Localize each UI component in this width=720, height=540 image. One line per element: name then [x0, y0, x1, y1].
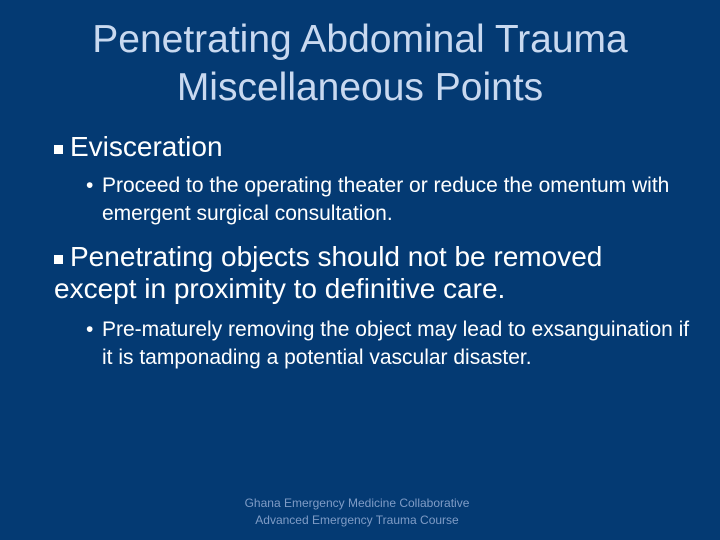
- slide-title-line1: Penetrating Abdominal Trauma: [92, 18, 628, 61]
- footer-line2: Advanced Emergency Trauma Course: [255, 513, 459, 527]
- sub-bullet-penetrating-objects: [86, 316, 692, 372]
- square-bullet-icon: [54, 255, 63, 264]
- slide-title: [0, 16, 720, 112]
- square-bullet-icon: [54, 145, 63, 154]
- bullet-text-line1: Penetrating objects should not be removed: [70, 241, 603, 272]
- footer: [0, 495, 714, 529]
- dot-bullet-icon: •: [86, 318, 94, 341]
- sub-bullet-text: Proceed to the operating theater or reduce the omentum with emergent surgical consultation.: [102, 174, 670, 225]
- slide-title-line2: Miscellaneous Points: [176, 66, 544, 109]
- bullet-text: [54, 241, 710, 305]
- sub-bullet-evisceration: [86, 172, 692, 228]
- sub-bullet-text: Pre-maturely removing the object may lead to exsanguination if it is tamponading a potential vascular disaster.: [102, 318, 690, 369]
- bullet-text: Evisceration: [70, 131, 223, 162]
- bullet-text-line2: except in proximity to definitive care.: [54, 273, 506, 304]
- footer-line1: Ghana Emergency Medicine Collaborative: [244, 496, 470, 510]
- dot-bullet-icon: •: [86, 174, 94, 197]
